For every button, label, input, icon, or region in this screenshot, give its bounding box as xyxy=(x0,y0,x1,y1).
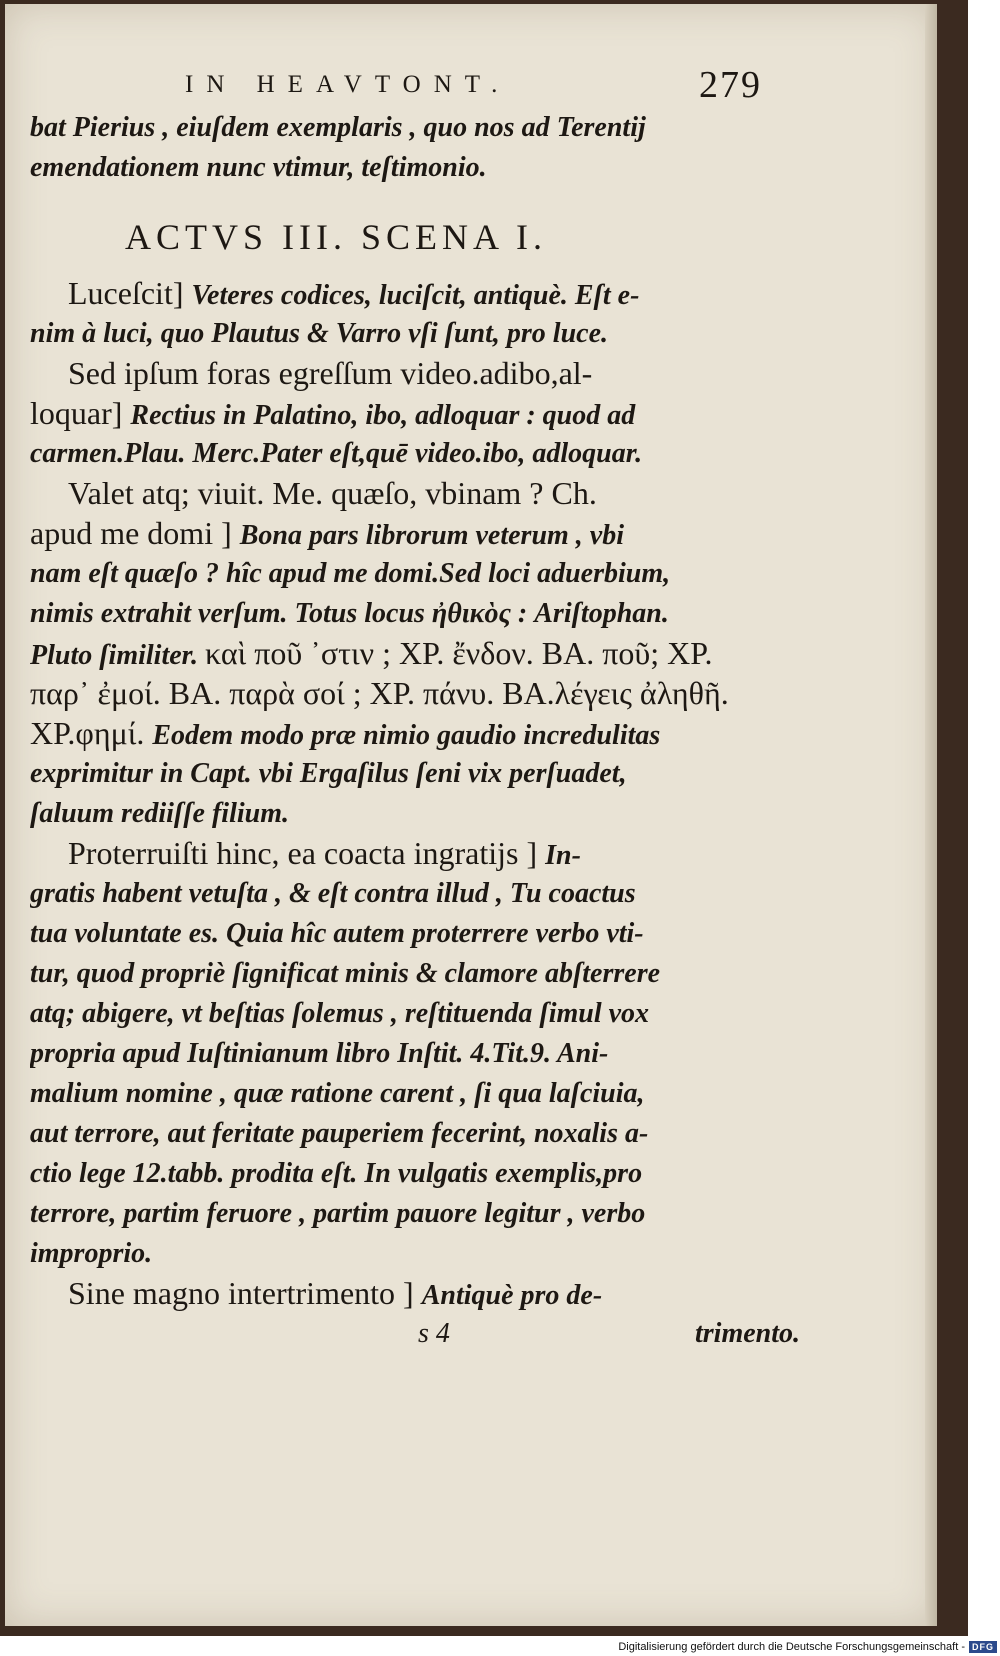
commentary-text: Eodem modo præ nimio gaudio incredulitas xyxy=(152,720,661,751)
lemma-text: Valet atq; viuit. Me. quæſo, vbinam ? Ch. xyxy=(68,475,597,511)
commentary-text: Pluto ſimiliter. xyxy=(30,640,206,671)
text-line xyxy=(30,913,752,953)
text-line xyxy=(30,393,752,433)
lemma-text: loquar] xyxy=(30,395,131,431)
act-scene-heading: ACTVS III. SCENA I. xyxy=(125,217,548,257)
text-line xyxy=(30,1113,752,1153)
commentary-text: aut terrore, aut feritate pauperiem fecerint, noxalis a- xyxy=(30,1118,649,1149)
commentary-text: nim à luci, quo Plautus & Varro vſi ſunt, pro luce. xyxy=(30,318,608,349)
text-line xyxy=(30,147,752,187)
commentary-text: Veteres codices, luciſcit, antiquè. Eſt e- xyxy=(191,280,640,311)
text-line xyxy=(30,313,752,353)
commentary-text: exprimitur in Capt. vbi Ergaſilus ſeni vix perſuadet, xyxy=(30,758,627,789)
commentary-text: terrore, partim feruore , partim pauore legitur , verbo xyxy=(30,1198,646,1229)
text-line xyxy=(30,1153,752,1193)
text-line xyxy=(30,793,752,833)
text-line xyxy=(30,353,752,393)
commentary-text: nimis extrahit verſum. Totus locus ἠθικὸς : Ariſtophan. xyxy=(30,598,669,629)
lemma-text: παρ᾽ ἐμοί. BA. παρὰ σοί ; XP. πάνυ. BA.λέγεις ἀληθῆ. xyxy=(30,675,729,711)
page-number: 279 xyxy=(699,64,762,106)
commentary-text: tua voluntate es. Quia hîc autem proterrere verbo vti- xyxy=(30,918,644,949)
book-page xyxy=(5,4,937,1626)
text-line xyxy=(30,273,752,313)
text-line xyxy=(30,633,752,673)
commentary-text: improprio. xyxy=(30,1238,153,1269)
commentary-text: In- xyxy=(545,840,581,871)
text-line xyxy=(30,753,752,793)
running-title: IN HEAVTONT. xyxy=(185,71,511,98)
page-content xyxy=(30,59,801,1355)
commentary-text: emendationem nunc vtimur, teſtimonio. xyxy=(30,152,487,183)
commentary-text: malium nomine , quæ ratione carent , ſi qua laſciuia, xyxy=(30,1078,645,1109)
text-line xyxy=(30,1193,752,1233)
text-line xyxy=(30,1233,752,1273)
lemma-text: Luceſcit] xyxy=(68,275,192,311)
dfg-logo: DFG xyxy=(969,1641,997,1653)
text-line xyxy=(30,553,752,593)
commentary-text: ctio lege 12.tabb. prodita eſt. In vulgatis exemplis,pro xyxy=(30,1158,643,1189)
funding-credit: Digitalisierung gefördert durch die Deutsche Forschungsgemeinschaft - xyxy=(618,1641,965,1653)
text-line xyxy=(30,833,752,873)
commentary-text: nam eſt quæſo ? hîc apud me domi.Sed loci aduerbium, xyxy=(30,558,671,589)
commentary-text: tur, quod propriè ſignificat minis & clamore abſterrere xyxy=(30,958,661,989)
commentary-text: gratis habent vetuſta , & eſt contra illud , Tu coactus xyxy=(30,878,636,909)
text-line xyxy=(30,433,752,473)
lemma-text: Sed ipſum foras egreſſum video.adibo,al- xyxy=(68,355,593,391)
lemma-text: apud me domi ] xyxy=(30,515,240,551)
lemma-text: Sine magno intertrimento ] xyxy=(68,1275,422,1311)
text-line xyxy=(30,1073,752,1113)
text-line xyxy=(30,513,752,553)
text-block-top xyxy=(30,107,752,187)
commentary-text: Rectius in Palatino, ibo, adloquar : quod ad xyxy=(130,400,636,431)
page-edge xyxy=(925,4,937,1626)
text-line xyxy=(30,993,752,1033)
text-line xyxy=(30,593,752,633)
signature-mark: s 4 xyxy=(418,1318,450,1349)
commentary-text: ſaluum rediiſſe filium. xyxy=(30,798,289,829)
text-line xyxy=(30,873,752,913)
commentary-text: bat Pierius , eiuſdem exemplaris , quo nos ad Terentij xyxy=(30,112,646,143)
text-line xyxy=(30,473,752,513)
lemma-text: Proterruiſti hinc, ea coacta ingratijs ] xyxy=(68,835,546,871)
text-line xyxy=(30,107,752,147)
commentary-text: Bona pars librorum veterum , vbi xyxy=(239,520,624,551)
lemma-text: XP.φημί. xyxy=(30,715,153,751)
text-line xyxy=(30,1273,752,1313)
text-line xyxy=(30,713,752,753)
text-block-main xyxy=(30,273,752,1313)
signature-line xyxy=(30,1313,801,1355)
commentary-text: carmen.Plau. Merc.Pater eſt,quē video.ibo, adloquar. xyxy=(30,438,643,469)
commentary-text: Antiquè pro de- xyxy=(421,1280,603,1311)
text-line xyxy=(30,1033,752,1073)
digitization-footer xyxy=(618,1640,997,1654)
text-line xyxy=(30,673,752,713)
running-head xyxy=(30,59,762,107)
lemma-text: καὶ ποῦ ᾽στιν ; XP. ἔνδον. BA. ποῦ; XP. xyxy=(205,635,713,671)
text-line xyxy=(30,953,752,993)
catchword: trimento. xyxy=(695,1318,801,1349)
commentary-text: atq; abigere, vt beſtias ſolemus , reſtituenda ſimul vox xyxy=(30,998,650,1029)
commentary-text: propria apud Iuſtinianum libro Inſtit. 4.Tit.9. Ani- xyxy=(30,1038,609,1069)
